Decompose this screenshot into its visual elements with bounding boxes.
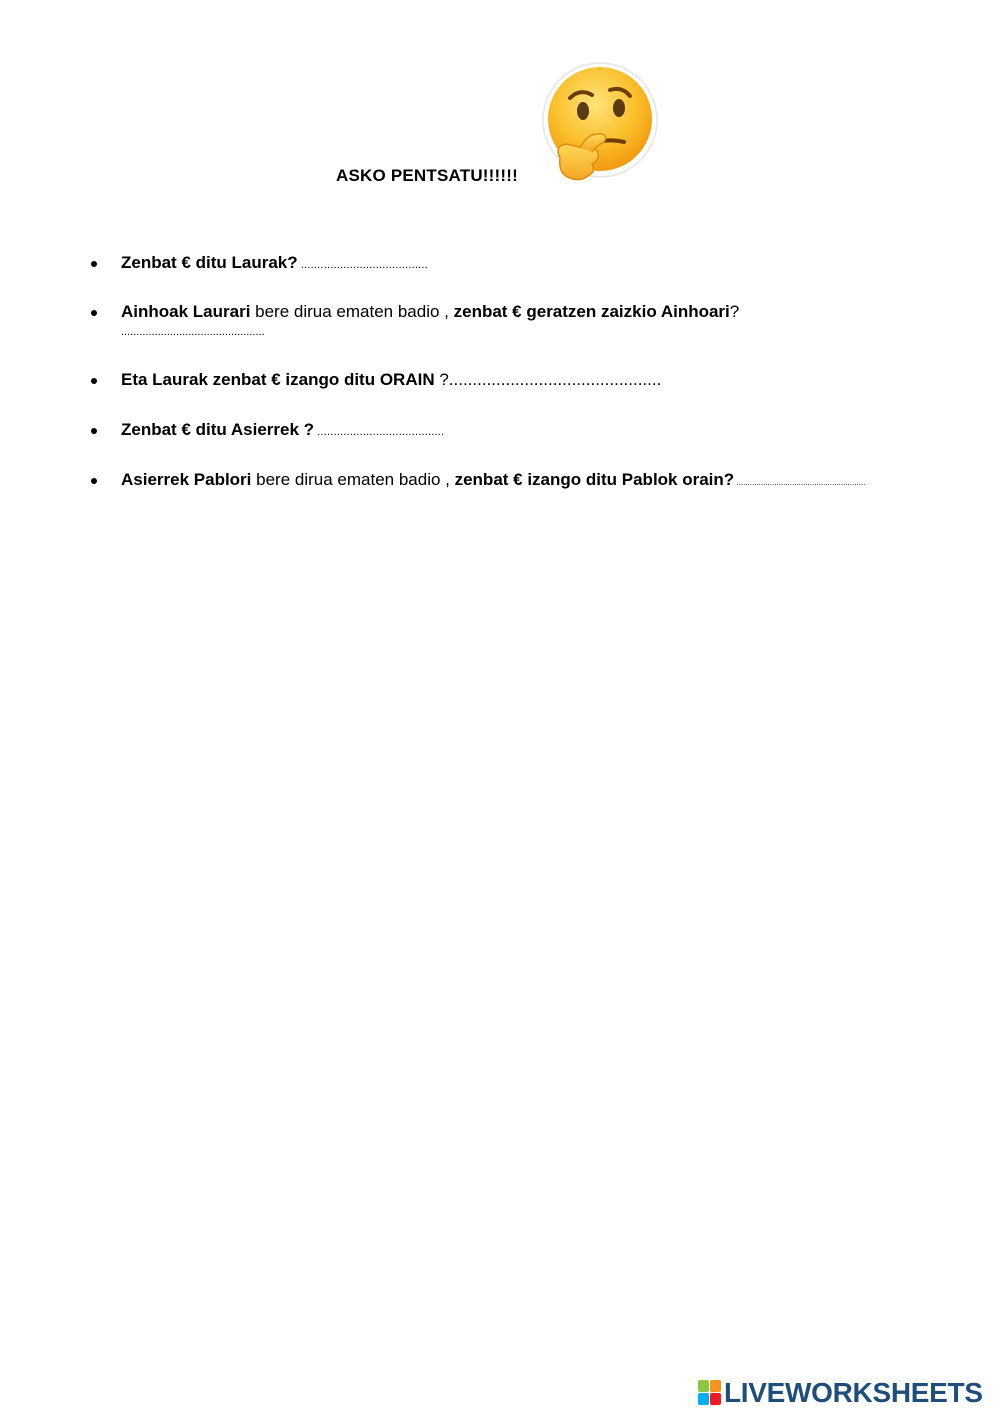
- question-item: [121, 253, 428, 275]
- liveworksheets-logo[interactable]: [698, 1378, 983, 1408]
- liveworksheets-logo-icon: [698, 1380, 722, 1406]
- question-text: ?: [729, 302, 740, 321]
- question-text: bere dirua ematen badio ,: [251, 470, 455, 489]
- page-title: ASKO PENTSATU!!!!!!: [336, 166, 518, 185]
- answer-blank[interactable]: .......................................: [297, 259, 428, 271]
- bullet-icon: [91, 478, 97, 484]
- question-text: Zenbat € ditu Asierrek ?: [121, 420, 315, 439]
- question-item: [121, 302, 739, 322]
- bullet-icon: [91, 261, 97, 267]
- question-text: Zenbat € ditu Laurak?: [121, 253, 298, 272]
- answer-blank[interactable]: ?.............................................: [434, 370, 662, 389]
- question-item: [121, 420, 444, 442]
- question-text: Ainhoak Laurari: [121, 302, 251, 321]
- question-item: [121, 470, 865, 493]
- answer-blank[interactable]: ..........................................................: [734, 478, 866, 487]
- logo-text: LIVEWORKSHEETS: [724, 1377, 983, 1408]
- question-text: Eta Laurak zenbat € izango ditu ORAIN: [121, 370, 435, 389]
- bullet-icon: [91, 378, 97, 384]
- question-text: Asierrek Pablori: [121, 470, 252, 489]
- question-text: bere dirua ematen badio ,: [250, 302, 454, 321]
- bullet-icon: [91, 310, 97, 316]
- question-item: [121, 370, 661, 390]
- bullet-icon: [91, 428, 97, 434]
- question-text: zenbat € geratzen zaizkio Ainhoari: [453, 302, 730, 321]
- thinking-face-emoji-icon: [540, 62, 658, 184]
- answer-blank[interactable]: .......................................: [314, 426, 445, 438]
- answer-blank[interactable]: ...............................................: [121, 326, 265, 338]
- question-text: zenbat € izango ditu Pablok orain?: [454, 470, 735, 489]
